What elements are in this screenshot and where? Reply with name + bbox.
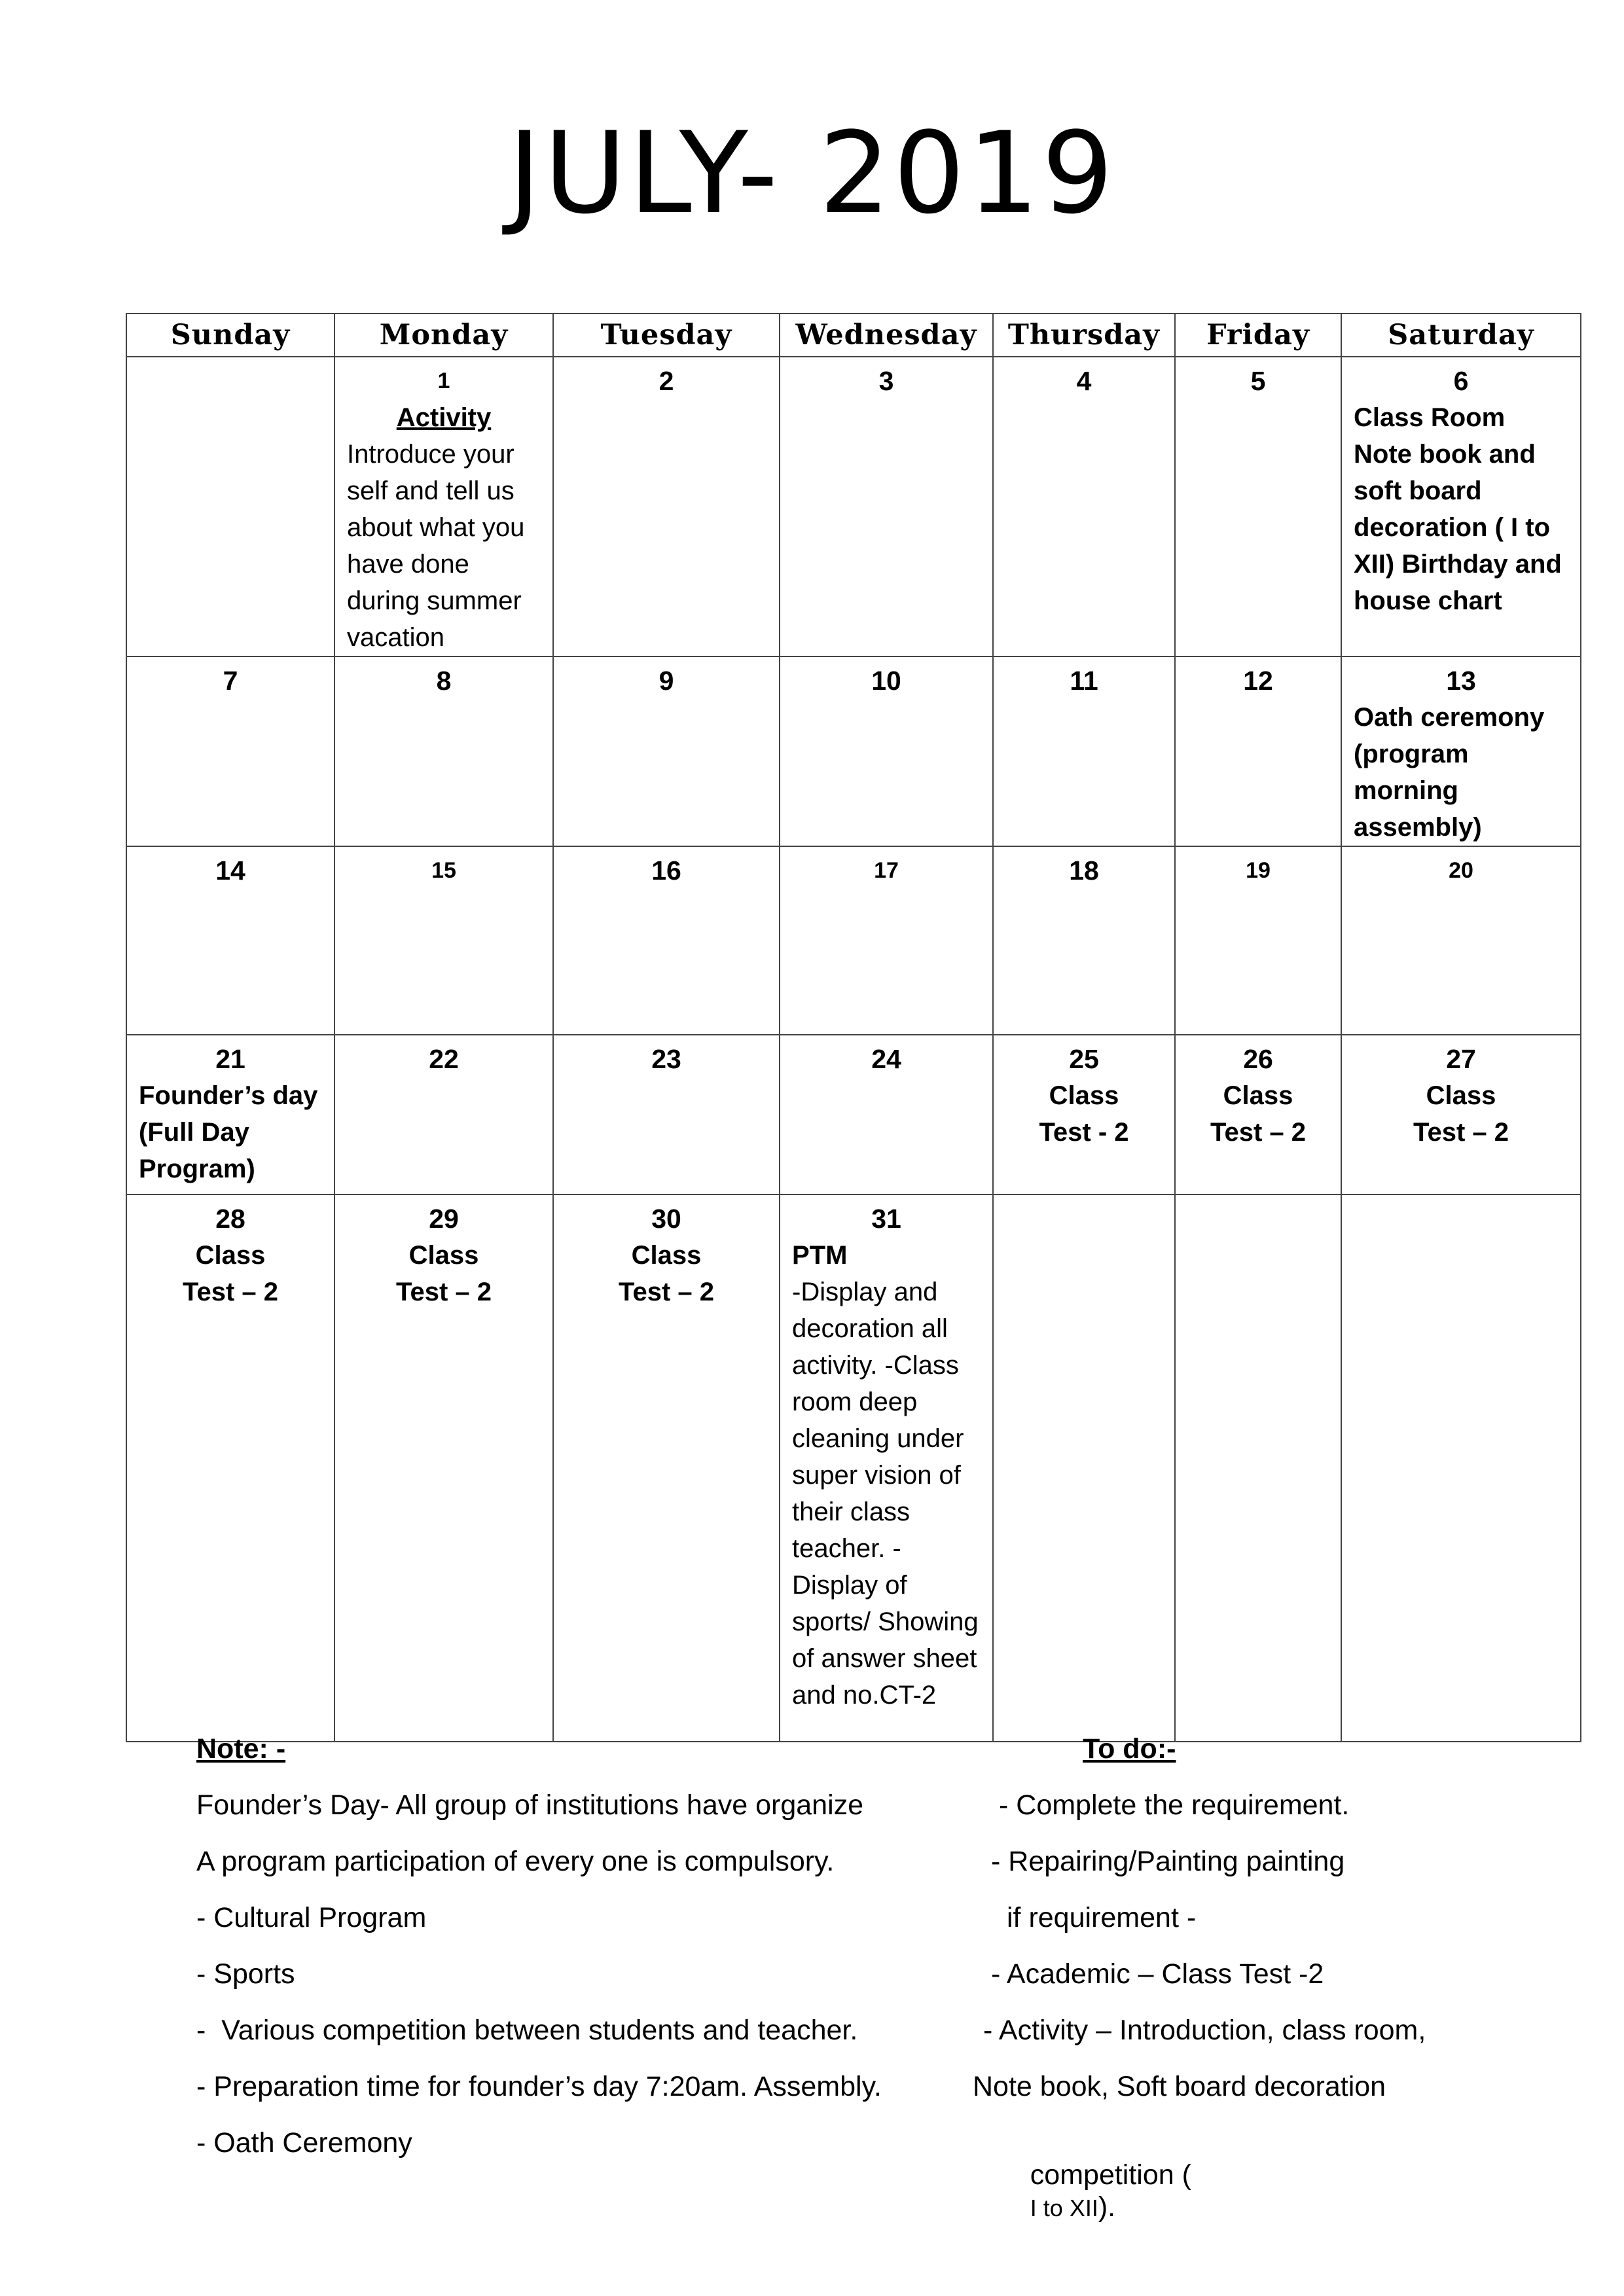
day-number: 11 (1070, 666, 1098, 696)
day-number: 14 (215, 855, 245, 886)
day-cell (334, 846, 553, 1035)
weekday-header: Monday (334, 314, 553, 357)
event-text: -Display and decoration all activity. -Class room deep cleaning under super vision of their class teacher. - Display of sports/ Showing of answer sheet and no.CT-2 (792, 1278, 979, 1710)
day-cell (993, 1035, 1175, 1194)
day-number: 18 (1069, 855, 1099, 886)
event-text: Introduce your self and tell us about what you have done during summer vacation (347, 440, 525, 652)
calendar-table (126, 313, 1581, 1742)
week-row (126, 1194, 1581, 1742)
weekday-header: Sunday (126, 314, 334, 357)
day-cell (334, 1035, 553, 1194)
day-number: 1 (437, 368, 450, 393)
note-line: - Preparation time for founder’s day 7:20am. Assembly. (196, 2071, 882, 2102)
day-cell (780, 846, 993, 1035)
event-text: Founder’s day (Full Day Program) (139, 1081, 318, 1183)
week-row (126, 357, 1581, 656)
event-text: Test – 2 (183, 1278, 278, 1306)
day-cell-empty (126, 357, 334, 656)
day-cell (1175, 656, 1341, 846)
day-cell (780, 1194, 993, 1742)
day-cell (1175, 357, 1341, 656)
note-line: - Various competition between students and teacher. (196, 2015, 858, 2046)
event-label: Activity (396, 403, 492, 432)
note-line: Founder’s Day- All group of institutions have organize (196, 1789, 864, 1821)
day-number: 30 (651, 1204, 681, 1234)
day-number: 12 (1243, 666, 1273, 696)
day-number: 20 (1449, 858, 1473, 883)
day-cell-empty (1175, 1194, 1341, 1742)
day-number: 26 (1243, 1044, 1273, 1074)
day-cell-empty (1341, 1194, 1581, 1742)
day-cell (553, 1194, 780, 1742)
day-cell (126, 656, 334, 846)
note-line: - Cultural Program (196, 1902, 427, 1933)
day-cell (780, 357, 993, 656)
event-text: Test – 2 (396, 1278, 492, 1306)
event-text: Class (1223, 1081, 1293, 1110)
todo-line-tail: ). (1098, 2191, 1116, 2223)
weekday-header: Thursday (993, 314, 1175, 357)
day-cell (553, 357, 780, 656)
day-number: 28 (215, 1204, 245, 1234)
day-cell (993, 846, 1175, 1035)
event-text: Test – 2 (1210, 1118, 1306, 1147)
event-text: Class Room Note book and soft board decoration ( I to XII) Birthday and house chart (1354, 403, 1562, 615)
day-number: 23 (651, 1044, 681, 1074)
day-cell (553, 1035, 780, 1194)
note-line: - Oath Ceremony (196, 2127, 412, 2159)
event-label: PTM (792, 1241, 848, 1270)
todo-line-last (999, 2127, 1191, 2255)
day-cell (1175, 846, 1341, 1035)
day-cell (1341, 1035, 1581, 1194)
day-number: 2 (659, 366, 674, 396)
event-text: Test – 2 (1413, 1118, 1509, 1147)
day-cell (780, 656, 993, 846)
week-row (126, 846, 1581, 1035)
day-number: 17 (874, 858, 899, 883)
day-number: 27 (1446, 1044, 1476, 1074)
day-cell (126, 1194, 334, 1742)
day-cell (126, 1035, 334, 1194)
day-cell (1341, 357, 1581, 656)
todo-heading: To do:- (1083, 1733, 1176, 1765)
day-cell (993, 656, 1175, 846)
event-text: Class (1426, 1081, 1496, 1110)
day-number: 29 (429, 1204, 459, 1234)
todo-line: competition ( (1030, 2159, 1191, 2191)
day-number: 22 (429, 1044, 459, 1074)
day-cell (1341, 656, 1581, 846)
day-cell-empty (993, 1194, 1175, 1742)
weekday-header: Friday (1175, 314, 1341, 357)
week-row (126, 1035, 1581, 1194)
todo-line: - Academic – Class Test -2 (991, 1958, 1324, 1990)
todo-line: if requirement - (1007, 1902, 1197, 1933)
day-number: 16 (651, 855, 681, 886)
day-cell (553, 656, 780, 846)
day-cell (993, 357, 1175, 656)
event-text: Class (631, 1241, 702, 1270)
todo-line: Note book, Soft board decoration (973, 2071, 1386, 2102)
page-title: JULY- 2019 (508, 107, 1116, 239)
day-number: 21 (215, 1044, 245, 1074)
event-text: Class (195, 1241, 266, 1270)
day-cell (334, 1194, 553, 1742)
day-number: 25 (1069, 1044, 1099, 1074)
note-line: A program participation of every one is compulsory. (196, 1846, 835, 1877)
weekday-header-row (126, 314, 1581, 357)
todo-line-small: I to XII (1030, 2195, 1098, 2221)
day-number: 10 (871, 666, 901, 696)
todo-line: - Activity – Introduction, class room, (983, 2015, 1426, 2046)
day-cell (334, 357, 553, 656)
day-number: 8 (436, 666, 452, 696)
day-cell (780, 1035, 993, 1194)
week-row (126, 656, 1581, 846)
day-number: 5 (1250, 366, 1266, 396)
day-number: 9 (659, 666, 674, 696)
day-number: 7 (223, 666, 238, 696)
day-number: 31 (871, 1204, 901, 1234)
day-number: 24 (871, 1044, 901, 1074)
todo-line: - Repairing/Painting painting (991, 1846, 1345, 1877)
event-text: Oath ceremony (program morning assembly) (1354, 703, 1545, 842)
event-text: Test – 2 (619, 1278, 714, 1306)
day-number: 3 (878, 366, 894, 396)
weekday-header: Tuesday (553, 314, 780, 357)
day-number: 13 (1446, 666, 1476, 696)
day-number: 15 (431, 858, 456, 883)
day-number: 19 (1246, 858, 1271, 883)
todo-line: - Complete the requirement. (999, 1789, 1350, 1821)
day-cell (334, 656, 553, 846)
note-heading: Note: - (196, 1733, 286, 1765)
day-cell (1341, 846, 1581, 1035)
note-line: - Sports (196, 1958, 295, 1990)
weekday-header: Wednesday (780, 314, 993, 357)
weekday-header: Saturday (1341, 314, 1581, 357)
day-number: 4 (1076, 366, 1092, 396)
day-cell (1175, 1035, 1341, 1194)
event-text: Class (1049, 1081, 1119, 1110)
day-cell (553, 846, 780, 1035)
event-text: Test - 2 (1039, 1118, 1129, 1147)
day-cell (126, 846, 334, 1035)
event-text: Class (408, 1241, 479, 1270)
day-number: 6 (1453, 366, 1469, 396)
